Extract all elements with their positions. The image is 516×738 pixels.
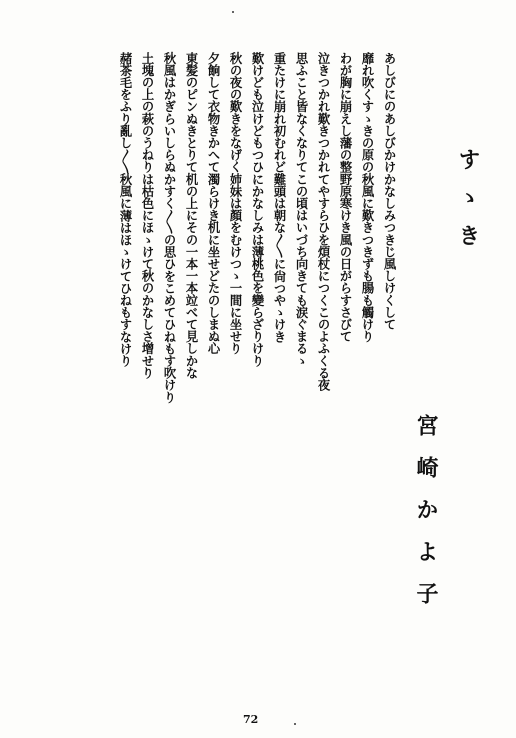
poem-line: 泣きつかれ歎きつかれてやすらひを煩杖につくこのよふくる夜 <box>316 52 331 391</box>
poem-line: 秋風はかぎらいしらぬかすく〳〵の思ひをこめてひねもす吹けり <box>162 52 177 404</box>
poem-line: 赭茶毛をふり亂し〳〵秋風に薄はほゝけてひねもすなけり <box>118 52 133 367</box>
print-speck <box>232 11 234 13</box>
poem-line: 東髪のピンぬきとりて机の上にその一本一本竝べて見しかな <box>184 52 199 379</box>
poem-title: すゝき <box>455 148 481 262</box>
poem-line: わが胸に崩えし藩の整野原寒けき風の日がらすさびて <box>338 52 353 343</box>
poem-line: あしびにのあしびかけかなしみつきじ風しけくして <box>382 52 397 331</box>
poem-line: 歎けども泣けどもつひにかなしみは薄桃色を變らざりけり <box>250 52 265 367</box>
print-speck <box>294 723 296 725</box>
poem-line: 思ふこと皆なくなりてこの頃はいづち向きても涙ぐまるゝ <box>294 52 309 367</box>
poem-line: 夕餉して衣物きかへて濁らけき机に坐せどたのしまぬ心 <box>206 52 221 355</box>
author-name: 宮崎かよ子 <box>413 414 439 624</box>
poem-line: 重たけに崩れ初むれど難頭は朝な〳〵に尙つやゝけき <box>272 52 287 343</box>
poem-line: 土塊の上の萩のうねりは枯色にほゝけて秋のかなしさ增せり <box>140 52 155 379</box>
poem-line: 秋の夜の歎きをなげく姉妹は顏をむけつゝ一間に坐せり <box>228 52 243 355</box>
poem-line: 靡れ吹くすゝきの原の秋風に歎きつきずも腸も觸けり <box>360 52 375 343</box>
page-number: 72 <box>243 713 259 726</box>
